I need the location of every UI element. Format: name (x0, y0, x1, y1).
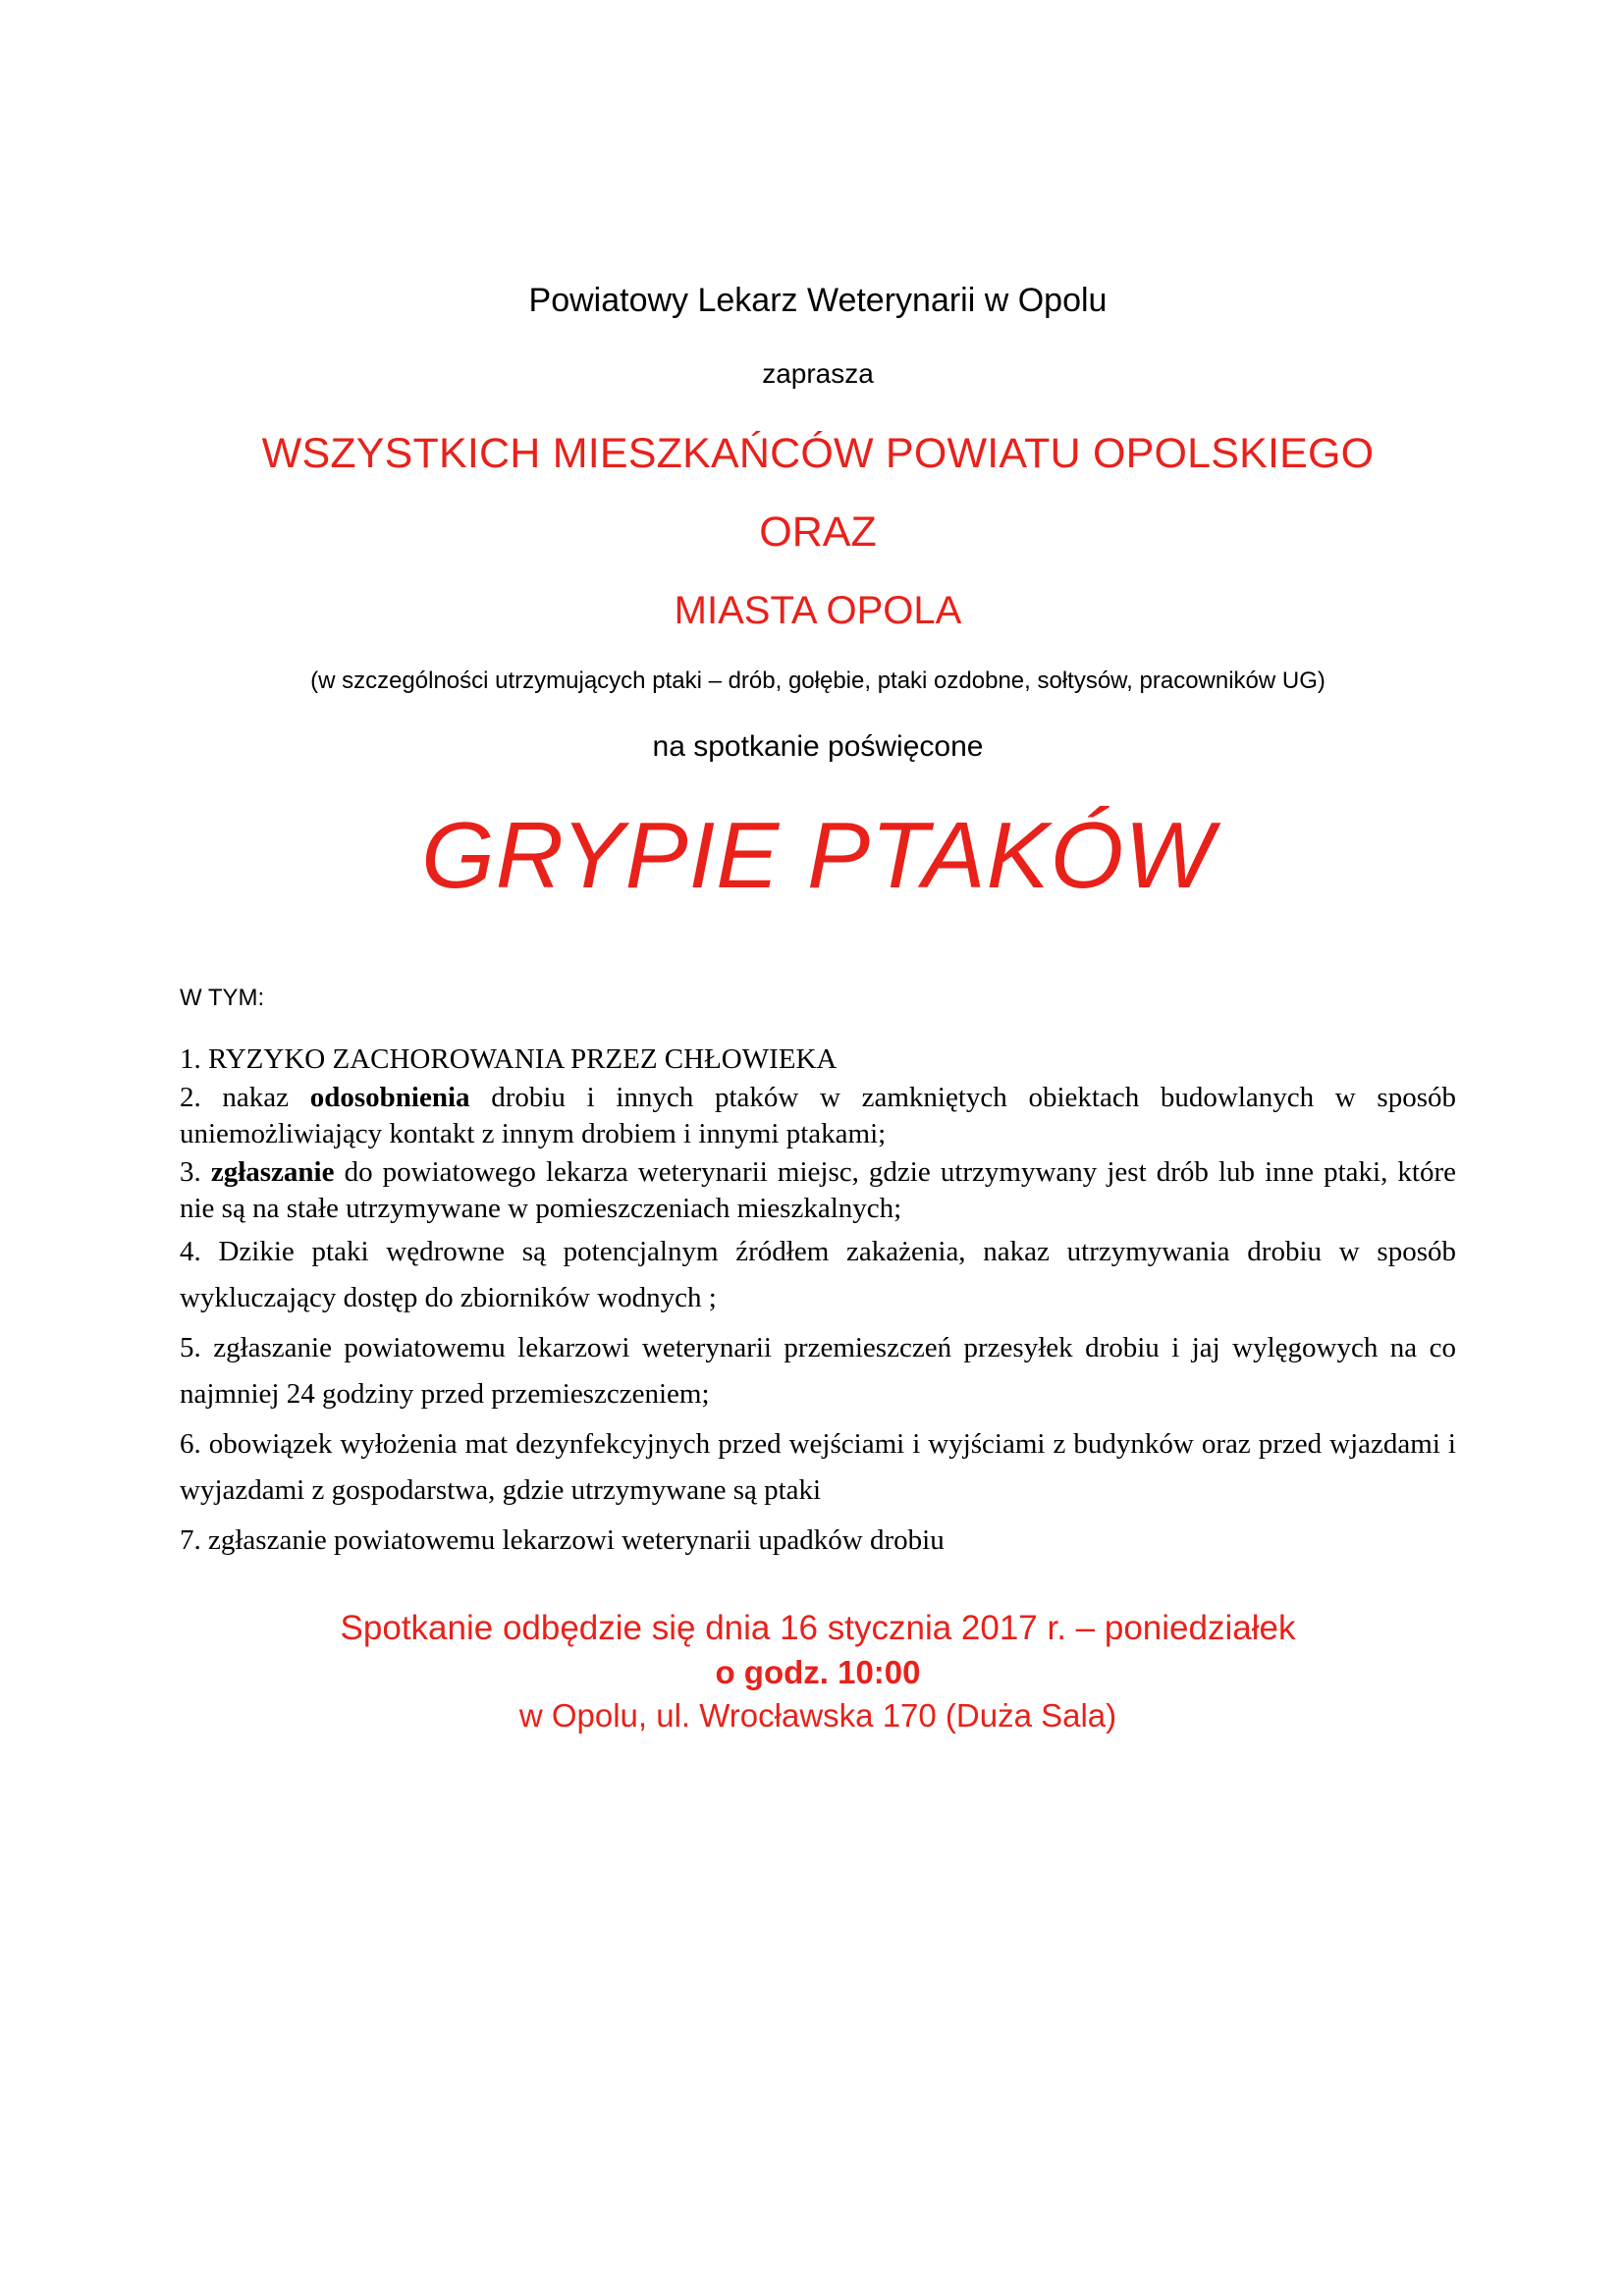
agenda-item: 7. zgłaszanie powiatowemu lekarzowi weterynarii upadków drobiu (180, 1524, 945, 1557)
meeting-place: w Opolu, ul. Wrocławska 170 (Duża Sala) (518, 1697, 1117, 1735)
meeting-purpose: na spotkanie poświęcone (652, 730, 984, 764)
agenda-item: 4. Dzikie ptaki wędrowne są potencjalnym źródłem zakażenia, nakaz utrzymywania drobiu w sposób wykluczający dostęp do zbiorników wodnych ; (180, 1236, 1456, 1314)
addressee-line-2: MIASTA OPOLA (674, 589, 962, 633)
flyer-content (180, 0, 1456, 1737)
invitation-verb: zaprasza (762, 358, 874, 390)
agenda-item-keyword: zgłaszanie (210, 1156, 335, 1189)
addressee-conjunction: ORAZ (759, 507, 877, 556)
addressee-qualifier: (w szczególności utrzymujących ptaki – drób, gołębie, ptaki ozdobne, sołtysów, pracowników UG) (310, 667, 1325, 695)
meeting-date: Spotkanie odbędzie się dnia 16 stycznia 2017 r. – poniedziałek (340, 1609, 1296, 1648)
agenda-block (180, 985, 1456, 1564)
agenda-item: 5. zgłaszanie powiatowemu lekarzowi weterynarii przemieszczeń przesyłek drobiu i jaj wylęgowych na co najmniej 24 godziny przed przemieszczeniem; (180, 1332, 1456, 1411)
agenda-item: 6. obowiązek wyłożenia mat dezynfekcyjnych przed wejściami i wyjściami z budynków oraz przed wjazdami i wyjazdami z gospodarstwa, gdzie utrzymywane są ptaki (180, 1428, 1456, 1507)
agenda-item-list (180, 1041, 1456, 1564)
issuing-authority: Powiatowy Lekarz Weterynarii w Opolu (528, 282, 1108, 319)
agenda-item: 3. zgłaszanie do powiatowego lekarza weterynarii miejsc, gdzie utrzymywany jest drób lub inne ptaki, które nie są na stałe utrzymywane w pomieszczeniach mieszkalnych; (180, 1156, 1457, 1225)
agenda-intro-label: W TYM: (180, 984, 265, 1011)
addressee-line-1: WSZYSTKICH MIESZKAŃCÓW POWIATU OPOLSKIEGO (261, 430, 1375, 478)
meeting-topic: GRYPIE PTAKÓW (421, 803, 1215, 909)
agenda-item-keyword: odosobnienia (309, 1081, 470, 1113)
meeting-details-block (180, 1607, 1456, 1737)
meeting-time: o godz. 10:00 (715, 1653, 921, 1690)
agenda-item: 1. RYZYKO ZACHOROWANIA PRZEZ CHŁOWIEKA (180, 1042, 838, 1075)
agenda-item: 2. nakaz odosobnienia drobiu i innych ptaków w zamkniętych obiektach budowlanych w sposób uniemożliwiający kontakt z innym drobiem i innymi ptakami; (180, 1081, 1456, 1149)
